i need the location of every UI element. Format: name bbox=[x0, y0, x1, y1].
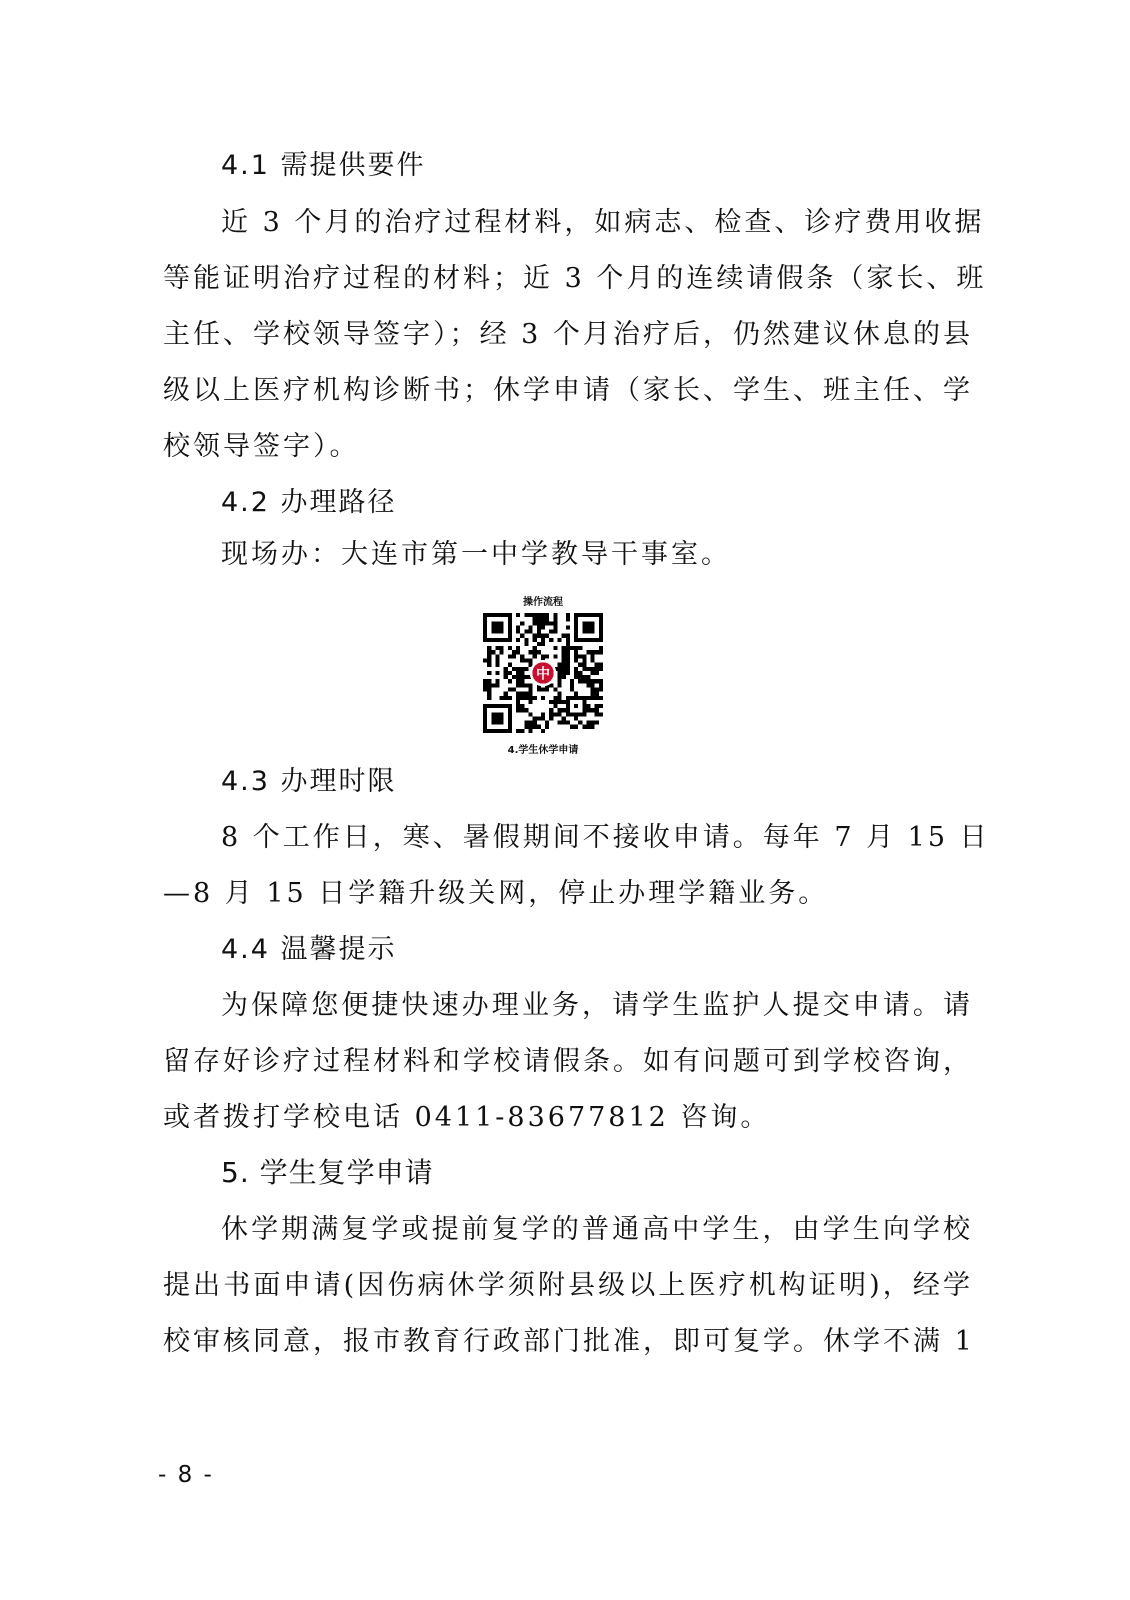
paragraph-line: 级以上医疗机构诊断书；休学申请（家长、学生、班主任、学 bbox=[163, 375, 973, 406]
paragraph-line: 休学期满复学或提前复学的普通高中学生，由学生向学校 bbox=[221, 1214, 973, 1245]
paragraph-line: 校审核同意，报市教育行政部门批准，即可复学。休学不满 1 bbox=[163, 1326, 975, 1357]
qr-caption: 4.学生休学申请 bbox=[507, 745, 579, 756]
heading-4-1: 4.1 需提供要件 bbox=[221, 150, 426, 181]
qr-logo-char: 中 bbox=[535, 666, 551, 683]
paragraph-line: 8 个工作日，寒、暑假期间不接收申请。每年 7 月 15 日 bbox=[221, 822, 990, 853]
paragraph-line: 校领导签字）。 bbox=[163, 431, 360, 462]
heading-4-4: 4.4 温馨提示 bbox=[221, 934, 397, 965]
heading-5: 5. 学生复学申请 bbox=[221, 1156, 434, 1189]
paragraph-line: 现场办：大连市第一中学教导干事室。 bbox=[221, 539, 731, 570]
paragraph-line: 或者拨打学校电话 0411-83677812 咨询。 bbox=[163, 1102, 771, 1133]
heading-4-3: 4.3 办理时限 bbox=[221, 766, 397, 797]
paragraph-line: 主任、学校领导签字）；经 3 个月治疗后，仍然建议休息的县 bbox=[163, 319, 973, 350]
heading-4-2: 4.2 办理路径 bbox=[221, 487, 397, 518]
page-number: - 8 - bbox=[158, 1462, 214, 1488]
paragraph-line: 为保障您便捷快速办理业务，请学生监护人提交申请。请 bbox=[221, 990, 973, 1021]
qr-title: 操作流程 bbox=[523, 597, 563, 608]
paragraph-line: 等能证明治疗过程的材料；近 3 个月的连续请假条（家长、班 bbox=[163, 263, 987, 294]
paragraph-line: 提出书面申请(因伤病休学须附县级以上医疗机构证明)，经学 bbox=[163, 1270, 973, 1301]
paragraph-line: —8 月 15 日学籍升级关网，停止办理学籍业务。 bbox=[163, 878, 829, 909]
paragraph-line: 留存好诊疗过程材料和学校请假条。如有问题可到学校咨询， bbox=[163, 1046, 973, 1077]
qr-code-icon[interactable] bbox=[483, 613, 603, 733]
qr-code-block bbox=[480, 597, 606, 757]
paragraph-line: 近 3 个月的治疗过程材料，如病志、检查、诊疗费用收据 bbox=[221, 207, 985, 238]
